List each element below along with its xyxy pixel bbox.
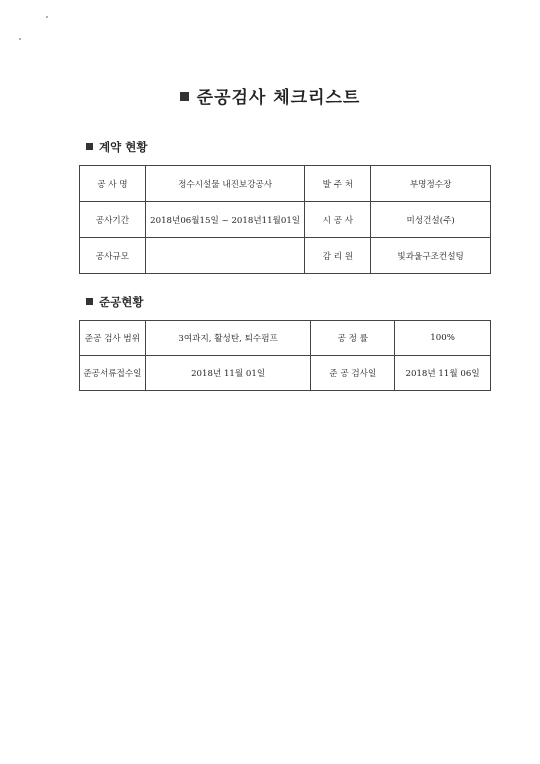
value-cell: 미성건설(주) [371,202,491,238]
completion-heading-text: 준공현황 [99,295,144,309]
square-bullet-icon [180,92,189,101]
label-cell: 공 정 률 [311,321,395,356]
square-bullet-icon [86,298,93,305]
completion-table [79,320,491,391]
label-cell: 시 공 사 [305,202,371,238]
completion-heading [86,294,143,310]
page-title-text: 준공검사 체크리스트 [196,88,361,108]
table-row [80,166,491,202]
value-cell [145,238,305,274]
scan-speck [19,38,21,40]
contract-heading-text: 계약 현황 [99,140,148,154]
square-bullet-icon [86,143,93,150]
value-cell: 빛과울구조컨설팅 [371,238,491,274]
label-cell: 준 공 검사일 [311,356,395,391]
label-cell: 준공 검사 범위 [80,321,146,356]
value-cell: 100% [395,321,491,356]
table-row [80,356,491,391]
label-cell: 발 주 처 [305,166,371,202]
label-cell: 공사기간 [80,202,146,238]
table-row [80,202,491,238]
table-row [80,321,491,356]
value-cell: 3여과지, 활성탄, 퇴수펌프 [145,321,311,356]
value-cell: 부명정수장 [371,166,491,202]
page-title [0,83,540,108]
value-cell: 2018년06월15일 ~ 2018년11월01일 [145,202,305,238]
label-cell: 공 사 명 [80,166,146,202]
contract-table [79,165,491,274]
label-cell: 준공서류접수일 [80,356,146,391]
label-cell: 감 리 원 [305,238,371,274]
label-cell: 공사규모 [80,238,146,274]
value-cell: 2018년 11월 06일 [395,356,491,391]
table-row [80,238,491,274]
value-cell: 2018년 11월 01일 [145,356,311,391]
contract-heading [86,139,147,155]
value-cell: 정수시설물 내진보강공사 [145,166,305,202]
scan-speck [46,16,48,18]
